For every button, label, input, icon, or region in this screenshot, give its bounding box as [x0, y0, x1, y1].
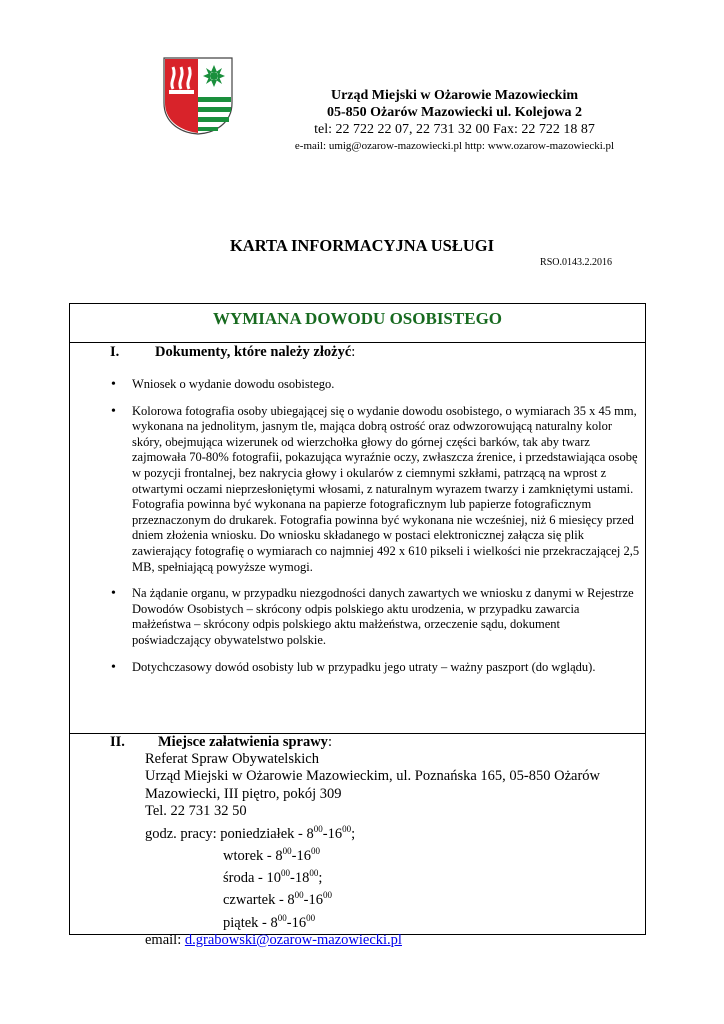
org-address: 05-850 Ożarów Mazowiecki ul. Kolejowa 2	[326, 105, 583, 120]
municipal-crest-logo	[163, 57, 233, 135]
org-name: Urząd Miejski w Ożarowie Mazowieckim	[330, 88, 578, 103]
section-2-heading: II. Miejsce załatwienia sprawy:	[110, 734, 332, 750]
office-address-line-2: Mazowiecki, III piętro, pokój 309	[145, 785, 342, 802]
section-2-title: Miejsce załatwienia sprawy	[158, 734, 328, 750]
office-email-link[interactable]: d.grabowski@ozarow-mazowiecki.pl	[184, 931, 402, 948]
section-1-title: Dokumenty, które należy złożyć	[155, 344, 352, 360]
list-item: • Kolorowa fotografia osoby ubiegającej się o wydanie dowodu osobistego, o wymiarach 35 x 45 mm, wykonana na jednolitym, jasnym tle, mająca dobrą ostrość oraz odwzorowującą naturalny kolor skóry, obejmująca wizerunek od wierzchołka głowy do górnej części barków, tak aby twarz zajmowała 70-80% fotografii, pokazująca wyraźnie oczy, zwłaszcza źrenice, i przedstawiająca osobę w pozycji frontalnej, bez nakrycia głowy i okularów z ciemnymi szkłami, patrzącą na wprost z otwartymi oczami nieprzesłoniętymi włosami, z naturalnym wyrazem twarzy i zamkniętymi ustami. Fotografia powinna być wykonana na papierze fotograficznym lub papierze fotograficznym przeznaczonym do drukarek. Fotografia powinna być wykonana nie wcześniej, niż 6 miesięcy przed dniem złożenia wniosku. Do wniosku składanego w postaci elektronicznej załącza się plik zawierający fotografię o wymiarach co najmniej 492 x 610 pikseli i wielkości nie przekraczającej 2,5 MB, spełniającą powyższe wymogi.	[110, 404, 640, 576]
hours-row: piątek - $8^{00}-16^{00}$	[223, 912, 316, 931]
document-reference: RSO.0143.2.2016	[540, 257, 612, 268]
document-title: KARTA INFORMACYJNA USŁUGI	[229, 236, 495, 255]
org-phones: tel: 22 722 22 07, 22 731 32 00 Fax: 22 722 18 87	[314, 122, 595, 137]
list-item: • Na żądanie organu, w przypadku niezgodności danych zawartych we wniosku z danymi w Rejestrze Dowodów Osobistych – skrócony odpis polskiego aktu urodzenia, w przypadku zawarcia małżeństwa – skrócony odpis polskiego aktu małżeństwa, orzeczenie sądu, dokument poświadczający obywatelstwo polskie.	[110, 586, 640, 648]
office-name: Referat Spraw Obywatelskich	[145, 751, 319, 767]
section-1-number: I.	[110, 344, 120, 360]
org-email-web: e-mail: umig@ozarow-mazowiecki.pl http: www.ozarow-mazowiecki.pl	[294, 140, 615, 152]
letterhead	[262, 87, 647, 155]
hours-row: czwartek - $8^{00}-16^{00}$	[223, 890, 332, 909]
office-details	[145, 751, 625, 949]
office-email-row: email: d.grabowski@ozarow-mazowiecki.pl	[145, 931, 402, 948]
office-address-line-1: Urząd Miejski w Ożarowie Mazowieckim, ul. Poznańska 165, 05-850 Ożarów	[145, 768, 601, 785]
section-1-heading: I. Dokumenty, które należy złożyć:	[110, 344, 356, 360]
documents-list	[110, 377, 640, 686]
service-title-cell	[69, 303, 646, 343]
list-item: • Dotychczasowy dowód osobisty lub w przypadku jego utraty – ważny paszport (do wglądu).	[110, 660, 640, 676]
hours-row: wtorek - $8^{00}-16^{00}$	[223, 845, 320, 864]
list-item: • Wniosek o wydanie dowodu osobistego.	[110, 377, 640, 393]
section-2-number: II.	[110, 734, 125, 750]
hours-row: środa - $10^{00}-18^{00}$;	[223, 868, 323, 886]
office-phone: Tel. 22 731 32 50	[145, 803, 247, 820]
hours-row: godz. pracy: poniedziałek - $8^{00}-16^{00}$;	[145, 823, 356, 842]
service-title: WYMIANA DOWODU OSOBISTEGO	[212, 309, 503, 328]
